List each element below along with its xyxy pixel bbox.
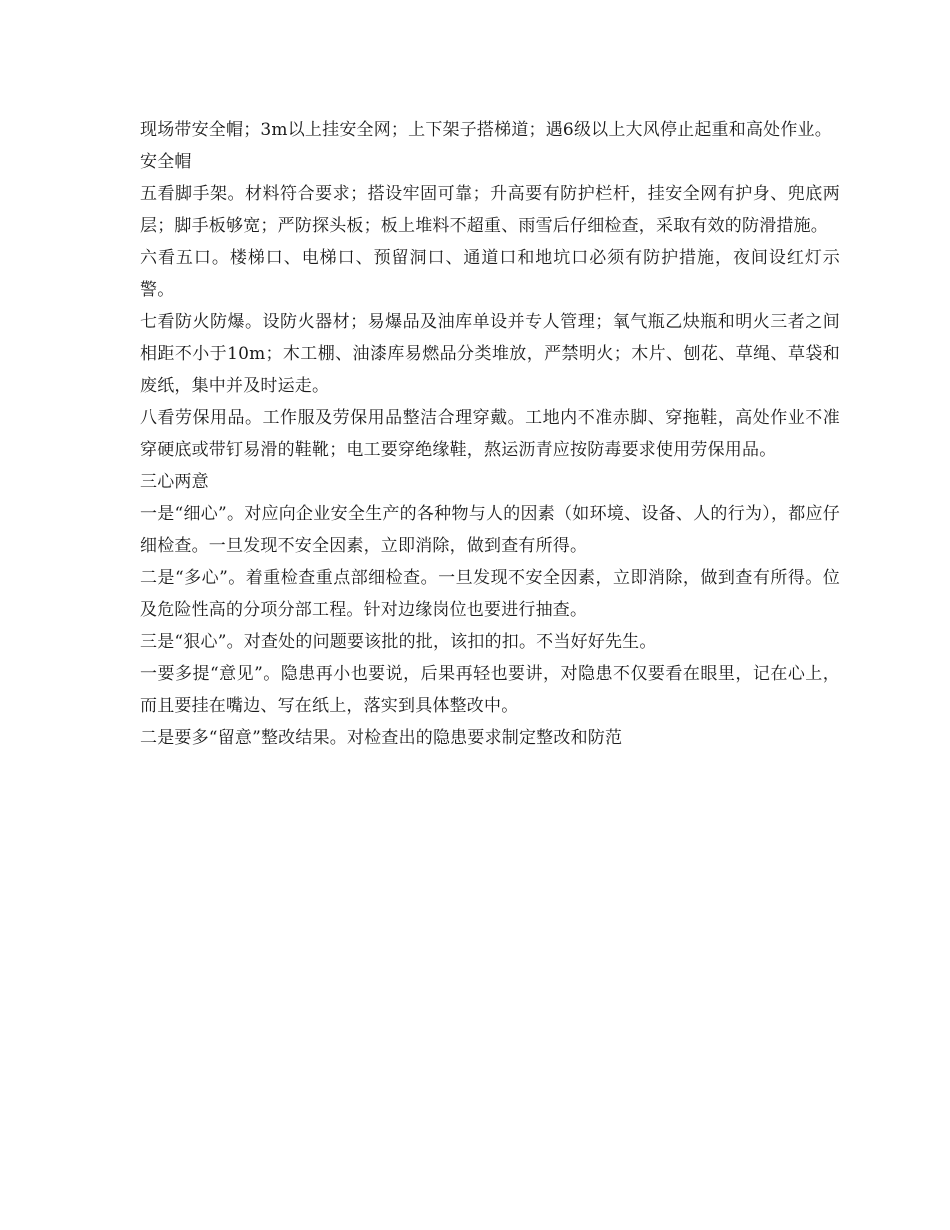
paragraph-1: 现场带安全帽；3m以上挂安全网；上下架子搭梯道；遇6级以上大风停止起重和高处作业。 [140, 120, 832, 140]
paragraph-12: 二是要多“留意”整改结果。对检查出的隐患要求制定整改和防范 [140, 728, 623, 748]
paragraph-5: 七看防火防爆。设防火器材；易爆品及油库单设并专人管理；氧气瓶乙炔瓶和明火三者之间相距不小于10m；木工棚、油漆库易燃品分类堆放，严禁明火；木片、刨花、草绳、草袋和废纸，集中并及时运走。 [140, 312, 840, 396]
paragraph-2-heading: 安全帽 [140, 152, 192, 172]
paragraph-10: 三是“狠心”。对查处的问题要该批的批，该扣的扣。不当好好先生。 [140, 632, 657, 652]
document-body [140, 114, 840, 754]
paragraph-9: 二是“多心”。着重检查重点部细检查。一旦发现不安全因素，立即消除，做到查有所得。位及危险性高的分项分部工程。针对边缘岗位也要进行抽查。 [140, 568, 840, 620]
paragraph-11: 一要多提“意见”。隐患再小也要说，后果再轻也要讲，对隐患不仅要看在眼里，记在心上，而且要挂在嘴边、写在纸上，落实到具体整改中。 [140, 664, 840, 716]
paragraph-4: 六看五口。楼梯口、电梯口、预留洞口、通道口和地坑口必须有防护措施，夜间设红灯示警。 [140, 248, 840, 300]
paragraph-7-heading: 三心两意 [140, 472, 209, 492]
paragraph-8: 一是“细心”。对应向企业安全生产的各种物与人的因素（如环境、设备、人的行为），都应仔细检查。一旦发现不安全因素，立即消除，做到查有所得。 [140, 504, 840, 556]
paragraph-6: 八看劳保用品。工作服及劳保用品整洁合理穿戴。工地内不准赤脚、穿拖鞋，高处作业不准穿硬底或带钉易滑的鞋靴；电工要穿绝缘鞋，熬运沥青应按防毒要求使用劳保用品。 [140, 408, 840, 460]
paragraph-3: 五看脚手架。材料符合要求；搭设牢固可靠；升高要有防护栏杆，挂安全网有护身、兜底两层；脚手板够宽；严防探头板；板上堆料不超重、雨雪后仔细检查，采取有效的防滑措施。 [140, 184, 840, 236]
